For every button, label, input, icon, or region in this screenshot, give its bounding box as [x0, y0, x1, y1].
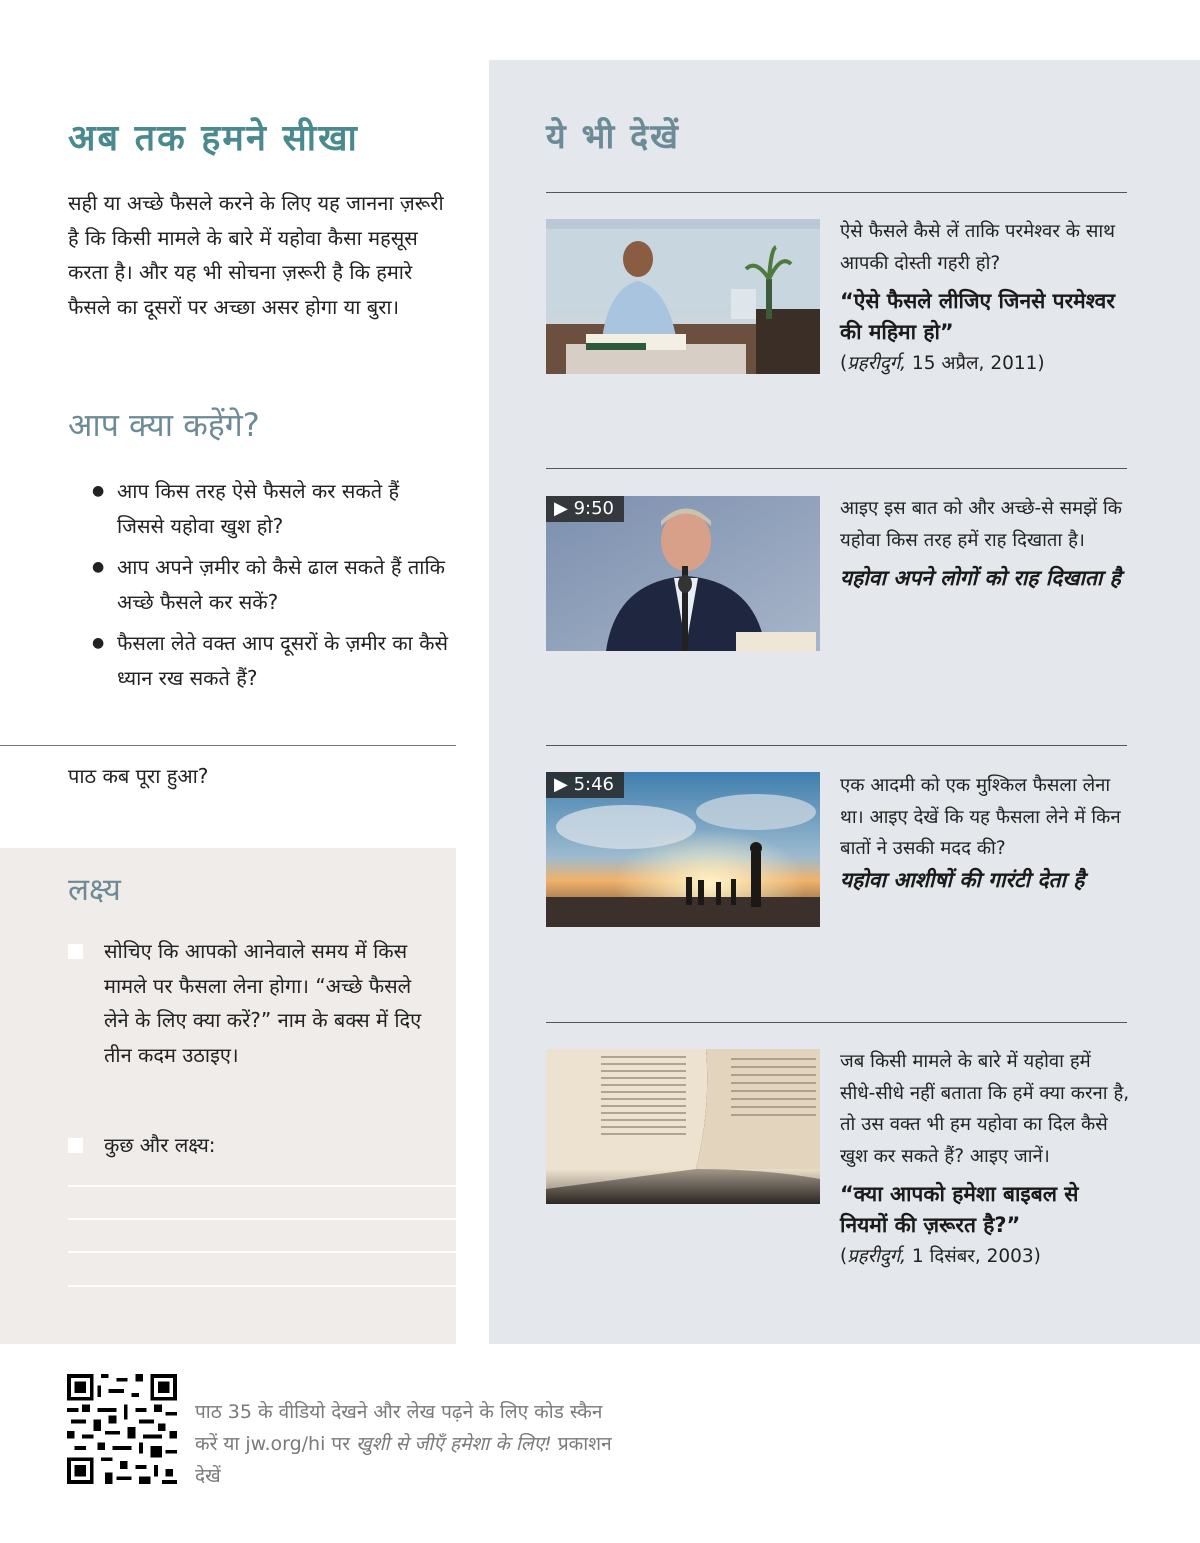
article-title-link[interactable]: “क्या आपको हमेशा बाइबल से नियमों की ज़रूरत है?” — [840, 1182, 1079, 1237]
article-thumbnail[interactable] — [546, 1049, 820, 1204]
goal-item — [68, 934, 438, 1072]
footer-text — [195, 1396, 615, 1492]
goals-panel — [0, 848, 456, 1344]
divider — [0, 745, 456, 746]
video-thumbnail[interactable] — [546, 496, 820, 651]
item-description: ऐसे फैसले कैसे लें ताकि परमेश्वर के साथ आपकी दोस्ती गहरी हो? — [840, 221, 1115, 274]
goal-checkbox[interactable] — [68, 944, 83, 959]
divider — [546, 745, 1127, 746]
item-description: एक आदमी को एक मुश्किल फैसला लेना था। आइए देखें कि यह फैसला लेने में किन बातों ने उसकी मदद की? — [840, 775, 1121, 859]
summary-text: सही या अच्छे फैसले करने के लिए यह जानना ज़रूरी है कि किसी मामले के बारे में यहोवा कैसा महसूस करता है। और यह भी सोचना ज़रूरी है कि हमारे फैसले का दूसरों पर अच्छा असर होगा या बुरा। — [68, 191, 444, 319]
divider — [546, 192, 1127, 193]
question-item: ● आप अपने ज़मीर को कैसे ढाल सकते हैं ताकि अच्छे फैसले कर सकें? — [92, 550, 452, 619]
write-in-line[interactable] — [68, 1285, 456, 1287]
question-item: ● फैसला लेते वक्त आप दूसरों के ज़मीर का कैसे ध्यान रख सकते हैं? — [92, 626, 452, 695]
question-item: ● आप किस तरह ऐसे फैसले कर सकते हैं जिससे यहोवा खुश हो? — [92, 474, 452, 543]
see-also-item — [840, 493, 1130, 594]
divider — [546, 468, 1127, 469]
question-list — [92, 474, 452, 702]
citation: (प्रहरीदुर्ग, 15 अप्रैल, 2011) — [840, 353, 1045, 374]
goal-text: कुछ और लक्ष्य: — [104, 1133, 216, 1157]
citation: (प्रहरीदुर्ग, 1 दिसंबर, 2003) — [840, 1246, 1041, 1267]
article-thumbnail[interactable] — [546, 219, 820, 374]
open-bible-image — [546, 1049, 820, 1204]
video-thumbnail[interactable] — [546, 772, 820, 927]
publication-name: प्रहरीदुर्ग, — [847, 353, 907, 374]
footer-line-a: पाठ 35 के वीडियो देखने और लेख पढ़ने के लिए कोड स्कैन करें या jw.org/hi पर — [195, 1401, 603, 1455]
see-also-item — [840, 770, 1130, 896]
write-in-line[interactable] — [68, 1185, 456, 1187]
discussion-heading: आप क्या कहेंगे? — [68, 406, 260, 444]
video-duration: ▶ 9:50 — [546, 496, 624, 522]
video-duration: ▶ 5:46 — [546, 772, 624, 798]
write-in-line[interactable] — [68, 1251, 456, 1253]
completion-label: पाठ कब पूरा हुआ? — [68, 764, 209, 788]
goal-text: सोचिए कि आपको आनेवाले समय में किस मामले पर फैसला लेना होगा। “अच्छे फैसले लेने के लिए क्या करें?” नाम के बक्स में दिए तीन कदम उठाइए। — [104, 939, 422, 1067]
see-also-item — [840, 1046, 1130, 1272]
article-title-link[interactable]: “ऐसे फैसले लीजिए जिनसे परमेश्वर की महिमा हो” — [840, 289, 1115, 344]
publication-date: 15 अप्रैल, 2011) — [906, 353, 1045, 374]
write-in-line[interactable] — [68, 1218, 456, 1220]
footer-line-b: प्रकाशन देखें — [195, 1433, 612, 1487]
book-title-link[interactable]: खुशी से जीएँ हमेशा के लिए! — [356, 1433, 552, 1455]
video-title-link[interactable]: यहोवा आशीषों की गारंटी देता है — [840, 867, 1085, 892]
goal-item — [68, 1128, 438, 1163]
see-also-heading: ये भी देखें — [546, 117, 680, 157]
item-description: आइए इस बात को और अच्छे-से समझें कि यहोवा किस तरह हमें राह दिखाता है। — [840, 498, 1123, 551]
item-description: जब किसी मामले के बारे में यहोवा हमें सीधे-सीधे नहीं बताता कि हमें क्या करना है, तो उस वक्त भी हम यहोवा का दिल कैसे खुश कर सकते हैं? आइए जानें। — [840, 1051, 1130, 1167]
goal-checkbox[interactable] — [68, 1138, 83, 1153]
goals-heading: लक्ष्य — [68, 872, 121, 908]
publication-date: 1 दिसंबर, 2003) — [906, 1246, 1041, 1267]
summary-heading: अब तक हमने सीखा — [68, 118, 359, 159]
video-title-link[interactable]: यहोवा अपने लोगों को राह दिखाता है — [840, 566, 1121, 590]
man-studying-image — [546, 219, 820, 374]
qr-code[interactable] — [67, 1374, 177, 1484]
divider — [546, 1022, 1127, 1023]
publication-name: प्रहरीदुर्ग, — [847, 1246, 907, 1267]
see-also-item — [840, 216, 1130, 379]
